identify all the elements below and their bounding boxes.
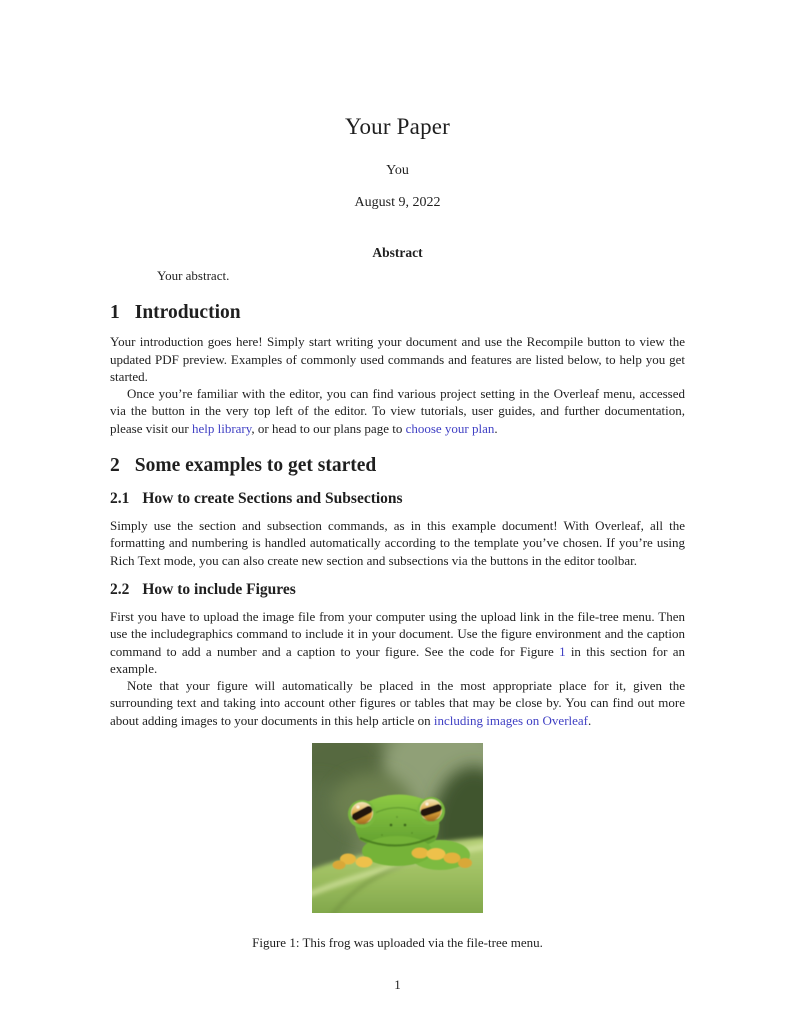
section-2-1-title: How to create Sections and Subsections	[142, 490, 403, 508]
frog-photo	[312, 743, 483, 913]
section-2-2-heading	[110, 580, 685, 600]
page-number: 1	[394, 977, 401, 993]
section-1-title: Introduction	[134, 302, 241, 324]
section-2-title: Some examples to get started	[134, 455, 377, 477]
figure-1-ref-link[interactable]: 1	[559, 643, 566, 659]
section-1-paragraph-1: Your introduction goes here! Simply start writing your document and use the Recompile button to view the updated PDF preview. Examples of commonly used commands and features are listed below, to help you get started.	[110, 334, 685, 384]
figure-1-caption: Figure 1: This frog was uploaded via the file-tree menu.	[252, 935, 543, 951]
paragraph-text: , or head to our plans page to	[251, 420, 406, 436]
abstract-heading: Abstract	[372, 245, 423, 260]
section-2-1-number: 2.1	[110, 490, 130, 508]
section-1-paragraph-2	[110, 385, 685, 437]
paper-date: August 9, 2022	[354, 195, 441, 210]
paragraph-text: First you have to upload the image file from your computer using the upload link in the file-tree menu. Then use the includegraphics command to include it in your document. Use the figure environment and the caption command to add a number and a caption to your figure. See the code for Figure	[110, 608, 685, 659]
section-2-1-heading	[110, 489, 685, 509]
help-library-link[interactable]: help library	[191, 420, 252, 436]
section-2-number: 2	[110, 455, 120, 477]
including-images-link[interactable]: including images on Overleaf	[433, 712, 589, 728]
section-2-heading	[110, 454, 685, 478]
paragraph-text: .	[588, 712, 592, 728]
paragraph-text: Once you’re familiar with the editor, you can find various project setting in the Overleaf menu, accessed via the button in the very top left of the editor. To view tutorials, user guides, and further documentation, please visit our	[110, 386, 685, 436]
abstract-text: Your abstract.	[157, 268, 230, 283]
paragraph-text: in this section for an example.	[110, 643, 685, 676]
section-1-heading	[110, 301, 685, 325]
paragraph-text: Note that your figure will automatically be placed in the most appropriate place for it, given the surrounding text and taking into account other figures or tables that may be close by. You can find out more about adding images to your documents in this help article on	[110, 678, 685, 728]
section-2-2-number: 2.2	[110, 580, 130, 598]
section-2-2-paragraph-2	[110, 677, 685, 729]
paragraph-text: .	[494, 420, 498, 436]
section-2-1-paragraph-1: Simply use the section and subsection commands, as in this example document! With Overleaf, all the formatting and numbering is handled automatically according to the template you’ve chosen. If you’re using Rich Text mode, you can also create new section and subsections via the buttons in the editor toolbar.	[110, 518, 685, 568]
paper-author: You	[386, 163, 409, 178]
section-2-2-title: How to include Figures	[142, 580, 296, 598]
paper-title: Your Paper	[344, 114, 451, 139]
choose-your-plan-link[interactable]: choose your plan	[405, 420, 495, 436]
section-1-number: 1	[110, 302, 120, 324]
section-2-2-paragraph-1	[110, 608, 685, 677]
figure-1	[110, 743, 685, 918]
